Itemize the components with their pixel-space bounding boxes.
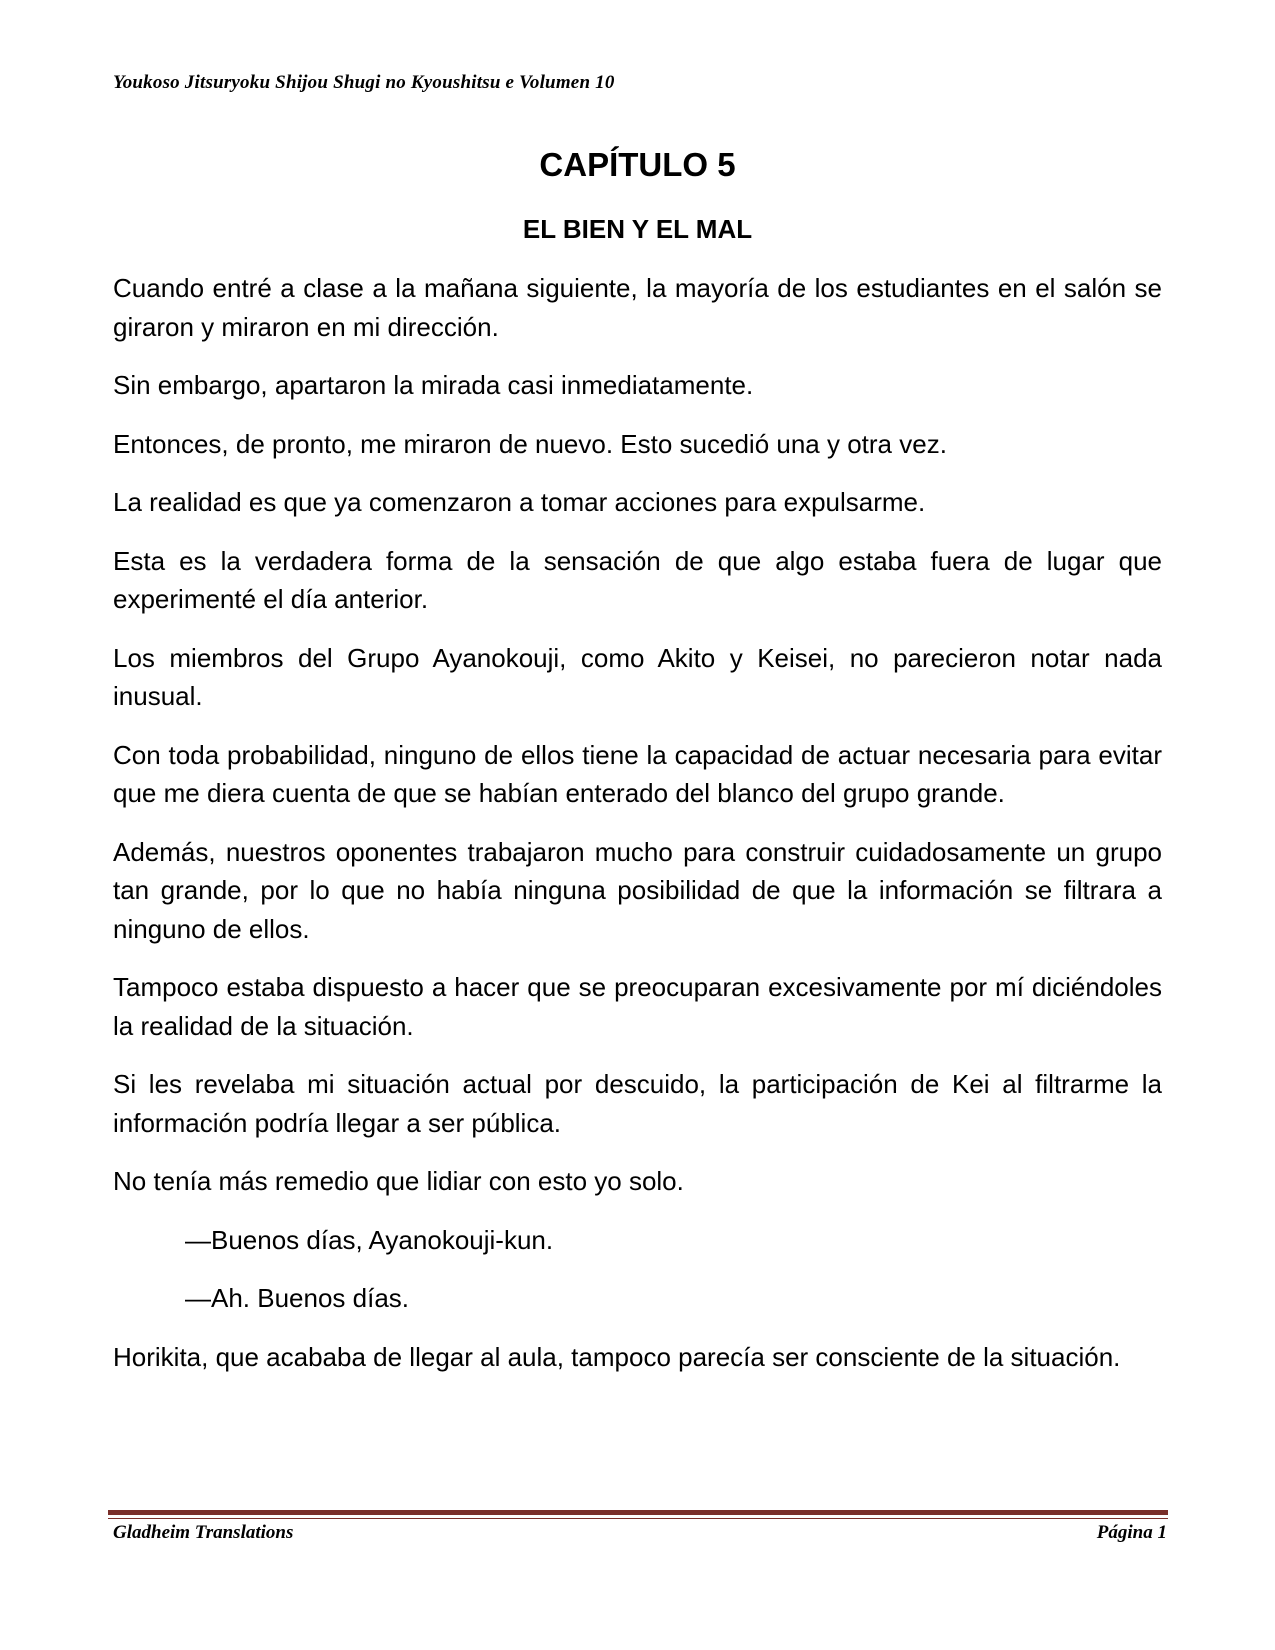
dialogue-line: —Buenos días, Ayanokouji-kun. <box>185 1224 554 1255</box>
paragraph: Entonces, de pronto, me miraron de nuevo. Esto sucedió una y otra vez. <box>113 428 947 459</box>
paragraph: Los miembros del Grupo Ayanokouji, como Akito y Keisei, no parecieron notar nada inusual. <box>113 642 1162 711</box>
footer-divider <box>108 1510 1168 1515</box>
running-header: Youkoso Jitsuryoku Shijou Shugi no Kyoushitsu e Volumen 10 <box>113 72 615 93</box>
dialogue-line: —Ah. Buenos días. <box>185 1283 410 1313</box>
paragraph: Con toda probabilidad, ninguno de ellos tiene la capacidad de actuar necesaria para evitar que me diera cuenta de que se habían enterado del blanco del grupo grande. <box>113 739 1162 808</box>
chapter-subtitle: EL BIEN Y EL MAL <box>522 214 753 244</box>
paragraph: Además, nuestros oponentes trabajaron mucho para construir cuidadosamente un grupo tan grande, por lo que no había ninguna posibilidad de que la información se filtrara a ninguno de ellos. <box>113 836 1162 944</box>
paragraph: Horikita, que acababa de llegar al aula, tampoco parecía ser consciente de la situación. <box>113 1341 1121 1372</box>
body-text <box>113 269 1162 1396</box>
paragraph: Si les revelaba mi situación actual por descuido, la participación de Kei al filtrarme la información podría llegar a ser pública. <box>113 1069 1162 1138</box>
paragraph: Sin embargo, apartaron la mirada casi inmediatamente. <box>113 370 754 400</box>
footer-divider-thin <box>108 1518 1168 1519</box>
page-number: Página 1 <box>1096 1522 1167 1543</box>
chapter-title: CAPÍTULO 5 <box>539 146 736 183</box>
footer-translator: Gladheim Translations <box>113 1522 294 1543</box>
paragraph: La realidad es que ya comenzaron a tomar acciones para expulsarme. <box>113 487 926 517</box>
paragraph: Cuando entré a clase a la mañana siguiente, la mayoría de los estudiantes en el salón se giraron y miraron en mi dirección. <box>113 273 1162 342</box>
paragraph: Tampoco estaba dispuesto a hacer que se preocuparan excesivamente por mí diciéndoles la realidad de la situación. <box>113 972 1162 1041</box>
paragraph: No tenía más remedio que lidiar con esto yo solo. <box>113 1166 684 1196</box>
paragraph: Esta es la verdadera forma de la sensación de que algo estaba fuera de lugar que experimenté el día anterior. <box>113 545 1162 614</box>
